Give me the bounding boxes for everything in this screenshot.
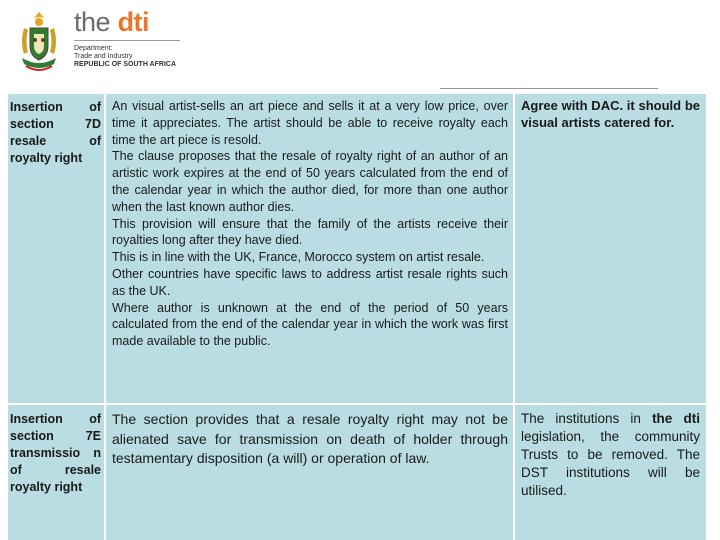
dti-logo <box>74 6 149 38</box>
comment-paragraph: This provision will ensure that the family of the artists receive their royalties long after they have died. <box>112 216 508 248</box>
header <box>0 0 720 94</box>
dept-line-2: Trade and Industry <box>74 53 133 60</box>
brand-dti: dti <box>117 7 150 37</box>
clause-cell: Insertion of section 7D resale of royalty right <box>8 94 104 403</box>
dept-line-1: Department: <box>74 45 113 52</box>
department-name <box>74 45 176 69</box>
comment-cell <box>106 94 513 403</box>
comment-cell: The section provides that a resale royalty right may not be alienated save for transmission on death of holder through testamentary disposition (a will) or operation of law. <box>106 405 513 540</box>
response-text: legislation, the community Trusts to be removed. The DST institutions will be utilised. <box>521 429 700 498</box>
coat-of-arms-icon <box>14 8 64 76</box>
comment-paragraph: An visual artist-sells an art piece and sells it at a very low price, over time it appreciates. The artist should be able to receive royalty each time the art piece is resold. <box>112 99 508 147</box>
header-rule <box>440 88 658 89</box>
dept-line-3: REPUBLIC OF SOUTH AFRICA <box>74 61 177 68</box>
response-cell: Agree with DAC. it should be visual artists catered for. <box>515 94 706 403</box>
clause-cell: Insertion of section 7E transmissio n of resale royalty right <box>8 405 104 540</box>
response-text: The institutions in <box>521 411 641 426</box>
response-cell <box>515 405 706 540</box>
response-dti: the dti <box>652 411 700 426</box>
comment-paragraph: This is in line with the UK, France, Morocco system on artist resale. <box>112 250 485 265</box>
brand-divider <box>74 40 180 41</box>
comment-paragraph: The clause proposes that the resale of royalty right of an author of an artistic work expires at the end of 50 years calculated from the end of the calendar year in which the author died, for more than one author when the last known author dies. <box>112 149 508 214</box>
brand-the: the <box>74 7 111 37</box>
comment-paragraph: Where author is unknown at the end of the period of 50 years calculated from the end of the calendar year in which the work was first made available to the public. <box>112 300 508 349</box>
comment-paragraph: Other countries have specific laws to address artist resale rights such as the UK. <box>112 266 508 298</box>
comments-table <box>8 94 706 540</box>
